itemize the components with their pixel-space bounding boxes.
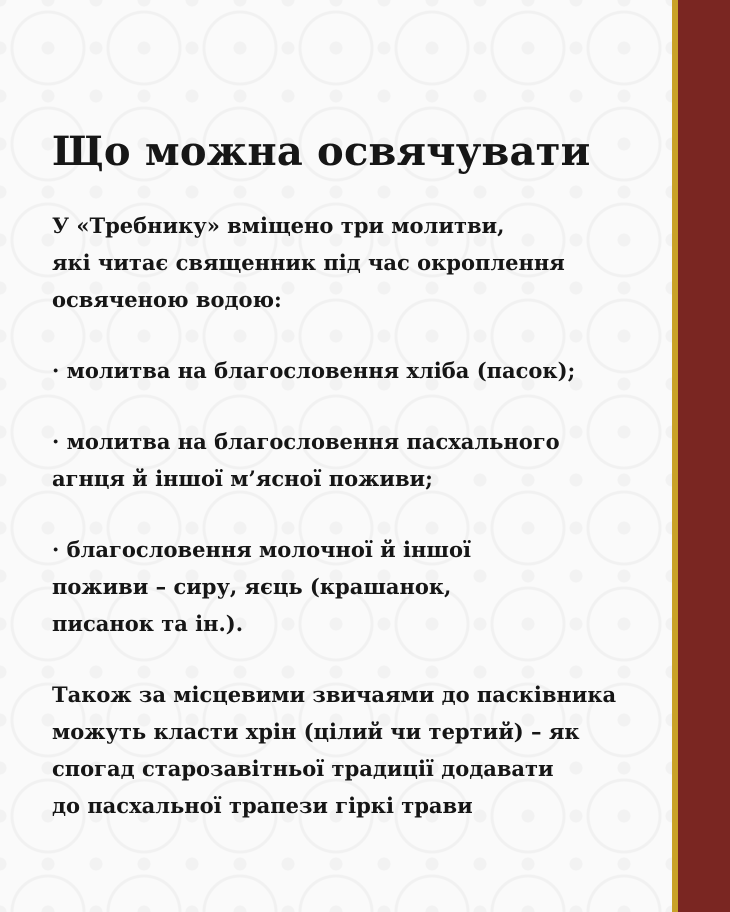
page-title: Що можна освячувати	[52, 128, 591, 175]
side-accent-bar	[672, 0, 730, 912]
list-item	[52, 531, 642, 642]
list-item-text: · молитва на благословення пасхального агнця й іншої м’ясної поживи;	[52, 429, 560, 491]
list-item-text: · благословення молочної й іншої поживи – сиру, яєць (крашанок, писанок та ін.).	[52, 537, 471, 636]
prayer-list	[52, 352, 642, 642]
intro-paragraph: У «Требнику» вміщено три молитви, які читає священник під час окроплення освяченою водою:	[52, 213, 565, 312]
content-block	[52, 128, 642, 824]
list-item	[52, 423, 642, 497]
list-item-text: · молитва на благословення хліба (пасок);	[52, 358, 576, 383]
list-item	[52, 352, 642, 389]
closing-paragraph: Також за місцевими звичаями до пасківника можуть класти хрін (цілий чи тертий) – як спогад старозавітньої традиції додавати до пасхальної трапези гіркі трави	[52, 682, 617, 818]
